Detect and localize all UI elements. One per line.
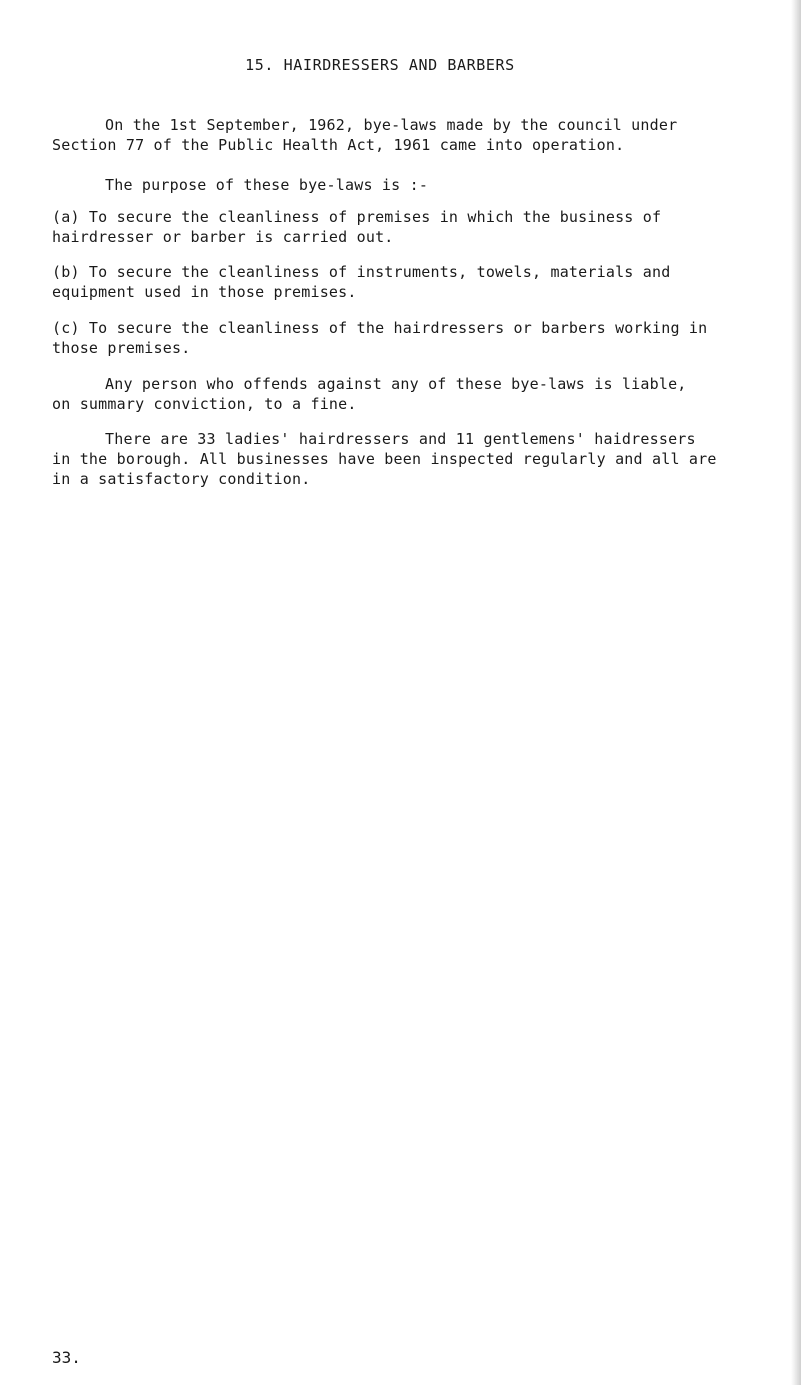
- text-line: in a satisfactory condition.: [52, 470, 311, 488]
- text-line: equipment used in those premises.: [52, 283, 357, 301]
- text-line: on summary conviction, to a fine.: [52, 395, 357, 413]
- page-number: 33.: [52, 1348, 81, 1367]
- text-line: (c) To secure the cleanliness of the hairdressers or barbers working in: [52, 319, 708, 337]
- text-line: The purpose of these bye-laws is :-: [105, 176, 429, 194]
- text-line: those premises.: [52, 339, 191, 357]
- text-line: Section 77 of the Public Health Act, 1961 came into operation.: [52, 136, 625, 154]
- text-line: Any person who offends against any of these bye-laws is liable,: [105, 375, 687, 393]
- text-line: in the borough. All businesses have been inspected regularly and all are: [52, 450, 717, 468]
- page-edge-shadow: [791, 0, 801, 1385]
- text-line: (b) To secure the cleanliness of instruments, towels, materials and: [52, 263, 671, 281]
- section-heading: 15. HAIRDRESSERS AND BARBERS: [245, 56, 515, 74]
- text-line: (a) To secure the cleanliness of premises in which the business of: [52, 208, 662, 226]
- text-line: There are 33 ladies' hairdressers and 11 gentlemens' haidressers: [105, 430, 696, 448]
- text-line: On the 1st September, 1962, bye-laws made by the council under: [105, 116, 678, 134]
- text-line: hairdresser or barber is carried out.: [52, 228, 394, 246]
